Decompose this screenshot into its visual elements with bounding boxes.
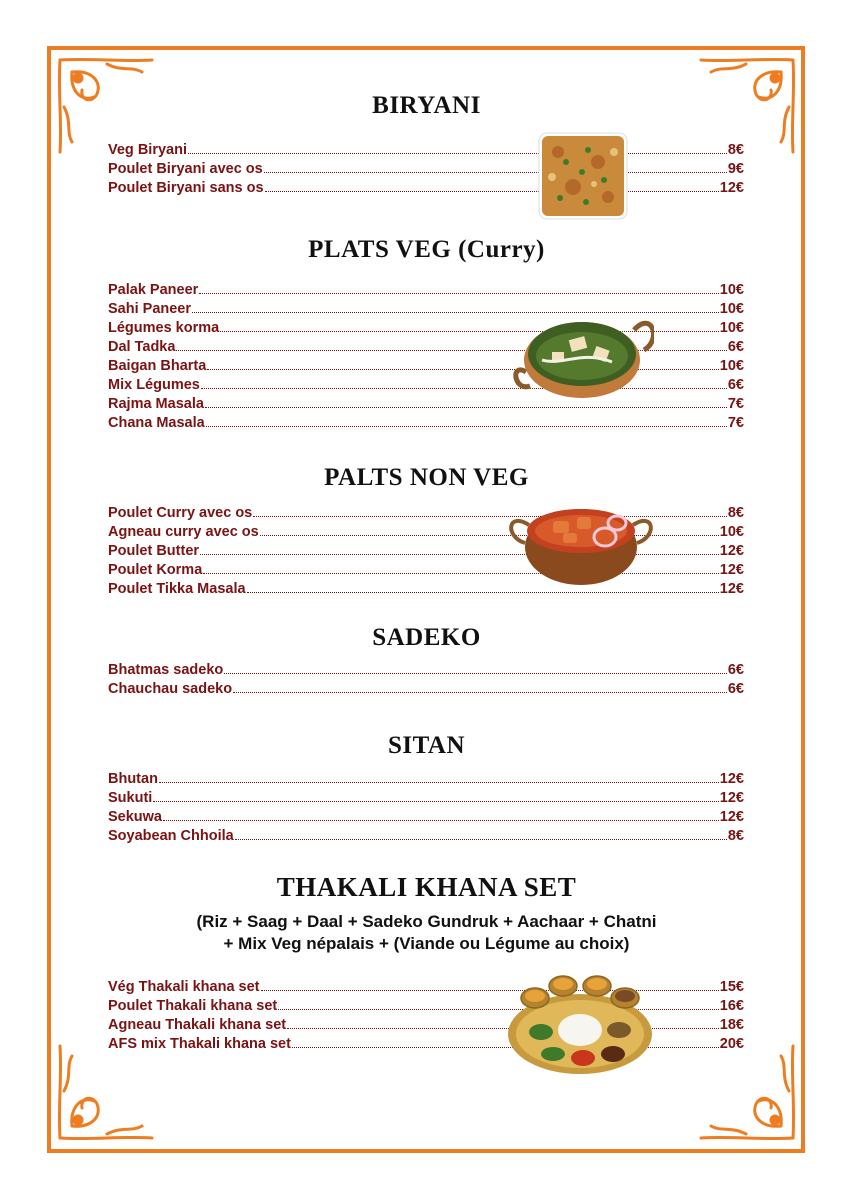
- thakali-description-line-2: + Mix Veg népalais + (Viande ou Légume au choix): [223, 934, 630, 953]
- menu-item: Rajma Masala 7€: [108, 396, 744, 412]
- menu-item: Bhutan 12€: [108, 771, 744, 787]
- section-title-biryani: BIRYANI: [372, 92, 481, 119]
- menu-item: Sekuwa 12€: [108, 809, 744, 825]
- menu-item: Poulet Biryani avec os 9€: [108, 161, 744, 177]
- menu-item: Poulet Tikka Masala 12€: [108, 581, 744, 597]
- section-title-thakali: THAKALI KHANA SET: [276, 872, 577, 902]
- menu-item: Légumes korma 10€: [108, 320, 744, 336]
- menu-item: Poulet Thakali khana set 16€: [108, 998, 744, 1014]
- menu-item: Veg Biryani 8€: [108, 142, 744, 158]
- menu-item: Sukuti 12€: [108, 790, 744, 806]
- menu-list-sitan: [108, 768, 744, 844]
- menu-item: Poulet Curry avec os 8€: [108, 505, 744, 521]
- menu-item: Agneau curry avec os 10€: [108, 524, 744, 540]
- corner-ornament-bottom-left: [52, 1036, 162, 1146]
- thakali-description-line-1: (Riz + Saag + Daal + Sadeko Gundruk + Aachaar + Chatni: [196, 912, 657, 931]
- biryani-plate-photo: [538, 132, 628, 220]
- menu-list-biryani: [108, 139, 744, 196]
- menu-item: Poulet Biryani sans os 12€: [108, 180, 744, 196]
- menu-item: Vég Thakali khana set 15€: [108, 979, 744, 995]
- menu-item: Agneau Thakali khana set 18€: [108, 1017, 744, 1033]
- menu-item: Palak Paneer 10€: [108, 282, 744, 298]
- section-title-non-veg: PALTS NON VEG: [324, 464, 529, 491]
- section-title-sitan: SITAN: [387, 732, 466, 759]
- menu-item: AFS mix Thakali khana set 20€: [108, 1036, 744, 1052]
- menu-item: Poulet Korma 12€: [108, 562, 744, 578]
- menu-item: Mix Légumes 6€: [108, 377, 744, 393]
- menu-item: Baigan Bharta 10€: [108, 358, 744, 374]
- section-title-sadeko: SADEKO: [372, 624, 481, 651]
- menu-item: Bhatmas sadeko 6€: [108, 662, 744, 678]
- corner-ornament-bottom-right: [691, 1036, 801, 1146]
- menu-item: Dal Tadka 6€: [108, 339, 744, 355]
- palak-paneer-bowl-photo: [512, 300, 654, 412]
- menu-list-sadeko: [108, 659, 744, 697]
- section-title-plats-veg: PLATS VEG (Curry): [308, 236, 545, 263]
- menu-item: Chauchau sadeko 6€: [108, 681, 744, 697]
- thakali-thali-photo: [505, 970, 655, 1078]
- menu-item: Poulet Butter 12€: [108, 543, 744, 559]
- chicken-curry-bowl-photo: [507, 497, 655, 589]
- menu-item: Chana Masala 7€: [108, 415, 744, 431]
- menu-item: Sahi Paneer 10€: [108, 301, 744, 317]
- menu-item: Soyabean Chhoila 8€: [108, 828, 744, 844]
